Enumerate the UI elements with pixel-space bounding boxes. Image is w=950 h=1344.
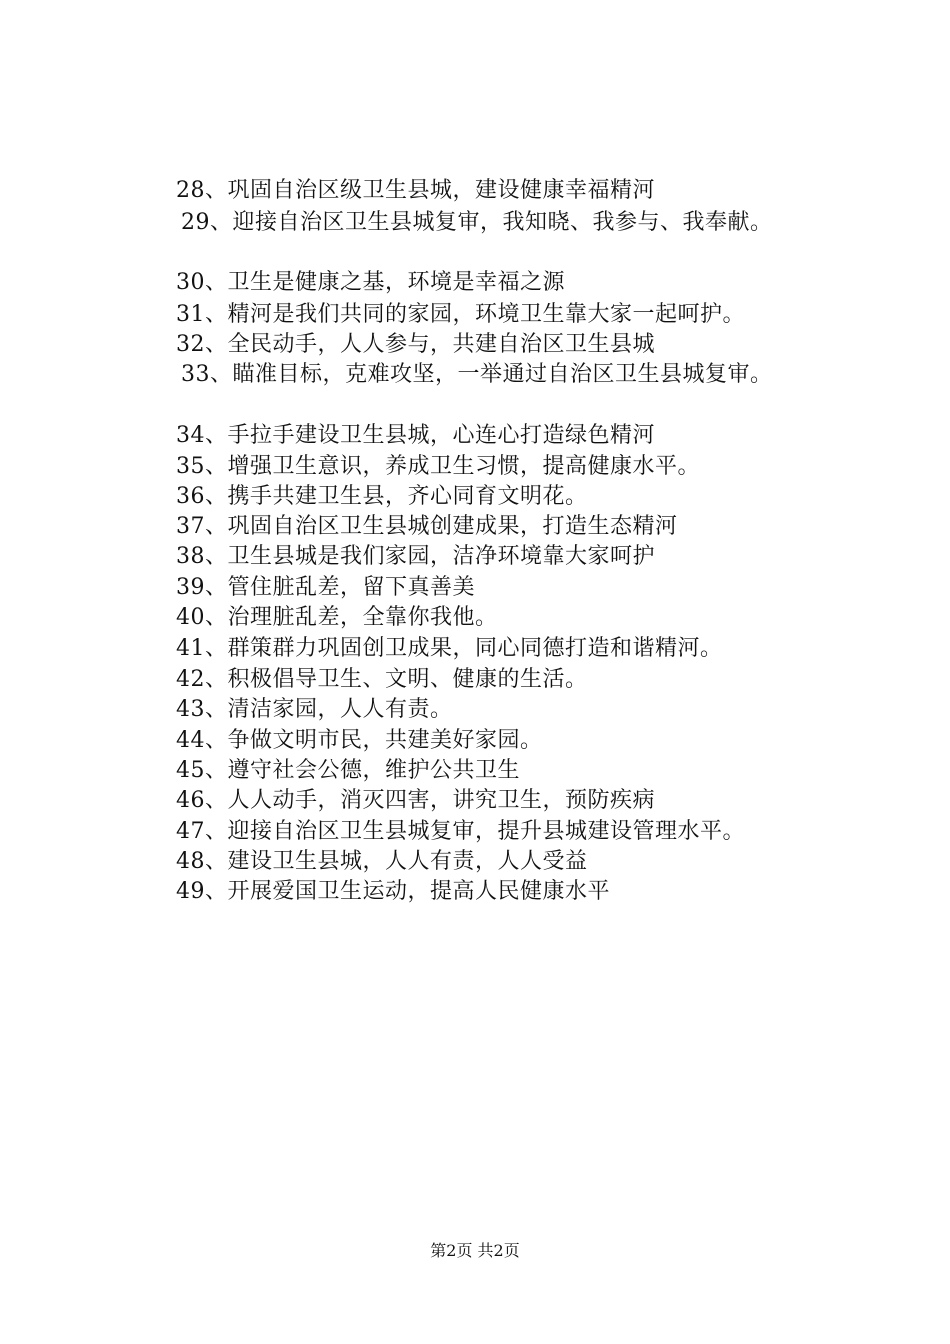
slogan-line: 40、治理脏乱差，全靠你我他。 [176,605,498,630]
slogan-line: 42、积极倡导卫生、文明、健康的生活。 [176,667,588,692]
slogan-line: 36、携手共建卫生县，齐心同育文明花。 [176,484,588,509]
slogan-line: 32、全民动手，人人参与，共建自治区卫生县城 [176,332,655,357]
slogan-line: 46、人人动手，消灭四害，讲究卫生，预防疾病 [176,788,655,813]
slogan-line: 37、巩固自治区卫生县城创建成果，打造生态精河 [176,514,678,539]
slogan-line: 28、巩固自治区级卫生县城，建设健康幸福精河 [176,178,655,203]
slogan-line: 49、开展爱国卫生运动，提高人民健康水平 [176,879,610,904]
slogan-line: 43、清洁家园，人人有责。 [176,697,453,722]
slogan-line: 44、争做文明市民，共建美好家园。 [176,728,543,753]
slogan-line: 30、卫生是健康之基，环境是幸福之源 [176,270,565,295]
slogan-line: 35、增强卫生意识，养成卫生习惯，提高健康水平。 [176,454,700,479]
slogan-line: 39、管住脏乱差，留下真善美 [176,575,475,600]
slogan-line: 34、手拉手建设卫生县城，心连心打造绿色精河 [176,423,655,448]
slogan-line: 41、群策群力巩固创卫成果，同心同德打造和谐精河。 [176,636,723,661]
slogan-line: 29、迎接自治区卫生县城复审，我知晓、我参与、我奉献。 [181,210,773,235]
slogan-line: 48、建设卫生县城，人人有责，人人受益 [176,849,588,874]
slogan-line: 47、迎接自治区卫生县城复审，提升县城建设管理水平。 [176,819,745,844]
page-number-footer: 第2页 共2页 [430,1241,520,1260]
slogan-line: 33、瞄准目标，克难攻坚，一举通过自治区卫生县城复审。 [181,362,773,387]
slogan-line: 38、卫生县城是我们家园，洁净环境靠大家呵护 [176,544,655,569]
slogan-line: 45、遵守社会公德，维护公共卫生 [176,758,520,783]
slogan-line: 31、精河是我们共同的家园，环境卫生靠大家一起呵护。 [176,302,745,327]
